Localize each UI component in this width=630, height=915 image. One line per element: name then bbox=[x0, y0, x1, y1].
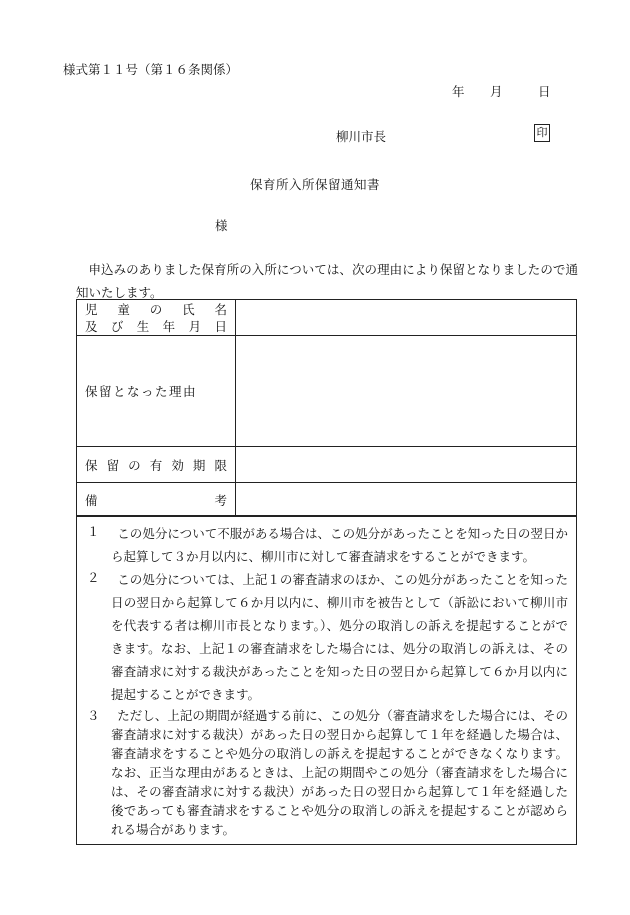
child-label bbox=[77, 300, 236, 336]
info-table bbox=[76, 299, 577, 517]
table-row-period bbox=[77, 447, 577, 483]
label-char: 考 bbox=[214, 492, 227, 508]
reason-value bbox=[236, 336, 577, 447]
issuer-name: 柳川市長 bbox=[336, 129, 387, 144]
addressee-suffix: 様 bbox=[215, 218, 228, 233]
label-char: 限 bbox=[214, 457, 227, 473]
label-char: 児 bbox=[85, 301, 98, 317]
note-number: ２ bbox=[87, 570, 100, 585]
label-char: 効 bbox=[171, 457, 184, 473]
reason-label-text: 保留となった理由 bbox=[85, 384, 198, 399]
child-value bbox=[236, 300, 577, 336]
period-value bbox=[236, 447, 577, 483]
label-char: 有 bbox=[149, 457, 163, 473]
label-char: 備 bbox=[85, 492, 98, 508]
note-item bbox=[85, 568, 568, 706]
label-char: 保 bbox=[85, 457, 98, 473]
label-char: 氏 bbox=[182, 301, 195, 317]
seal-mark: 印 bbox=[534, 124, 550, 142]
table-row-remarks bbox=[77, 483, 577, 517]
note-text: ただし、上記の期間が経過する前に、この処分（審査請求をした場合には、その審査請求に対する裁決）があった日の翌日から起算して１年を経過した場合は、審査請求をすることや処分の取消しの訴えを提起することができなくなります。なお、正当な理由があるときは、上記の期間やこの処分（審査請求をした場合には、その審査請求に対する裁決）があった日の翌日から起算して１年を経過した後であっても審査請求をすることや処分の取消しの訴えを提起することが認められる場合があります。 bbox=[111, 708, 568, 837]
table-row-reason bbox=[77, 336, 577, 447]
label-char: 留 bbox=[106, 457, 120, 473]
intro-paragraph: 申込みのありました保育所の入所については、次の理由により保留となりましたので通知いたします。 bbox=[76, 262, 578, 300]
notes-box bbox=[76, 515, 577, 845]
label-char: 年 bbox=[162, 318, 176, 334]
child-label-line1 bbox=[85, 301, 227, 318]
remarks-value bbox=[236, 483, 577, 517]
label-char: 童 bbox=[117, 301, 130, 317]
remarks-label-text bbox=[85, 491, 227, 509]
date-day-label: 日 bbox=[538, 84, 551, 99]
label-char: 月 bbox=[188, 318, 202, 334]
label-char: 期 bbox=[192, 457, 206, 473]
label-char: 日 bbox=[214, 318, 227, 334]
note-text: この処分については、上記１の審査請求のほか、この処分があったことを知った日の翌日から起算して６か月以内に、柳川市を被告として（訴訟において柳川市を代表する者は柳川市長となります。）、処分の取消しの訴えを提起することができます。なお、上記１の審査請求をした場合には、処分の取消しの訴えは、その審査請求に対する裁決があったことを知った日の翌日から起算して６か月以内に提起することができます。 bbox=[111, 572, 568, 702]
date-month-label: 月 bbox=[490, 84, 503, 99]
label-char: の bbox=[149, 301, 163, 317]
table-row-child bbox=[77, 300, 577, 336]
period-label-text bbox=[85, 456, 227, 474]
note-number: ３ bbox=[87, 708, 100, 723]
child-label-line2 bbox=[85, 318, 227, 335]
note-number: １ bbox=[87, 524, 100, 539]
date-year-label: 年 bbox=[452, 84, 465, 99]
reason-label bbox=[77, 336, 236, 447]
note-item bbox=[85, 522, 568, 568]
note-item bbox=[85, 706, 568, 839]
label-char: 及 bbox=[85, 318, 98, 334]
period-label bbox=[77, 447, 236, 483]
form-number: 様式第１１号（第１６条関係） bbox=[63, 62, 239, 77]
label-char: 生 bbox=[136, 318, 150, 334]
label-char: の bbox=[128, 457, 141, 473]
remarks-label bbox=[77, 483, 236, 517]
date-line bbox=[452, 82, 551, 100]
note-text: この処分について不服がある場合は、この処分があったことを知った日の翌日から起算して３か月以内に、柳川市に対して審査請求をすることができます。 bbox=[111, 526, 568, 564]
document-title: 保育所入所保留通知書 bbox=[249, 177, 380, 192]
label-char: び bbox=[110, 318, 124, 334]
label-char: 名 bbox=[214, 301, 227, 317]
